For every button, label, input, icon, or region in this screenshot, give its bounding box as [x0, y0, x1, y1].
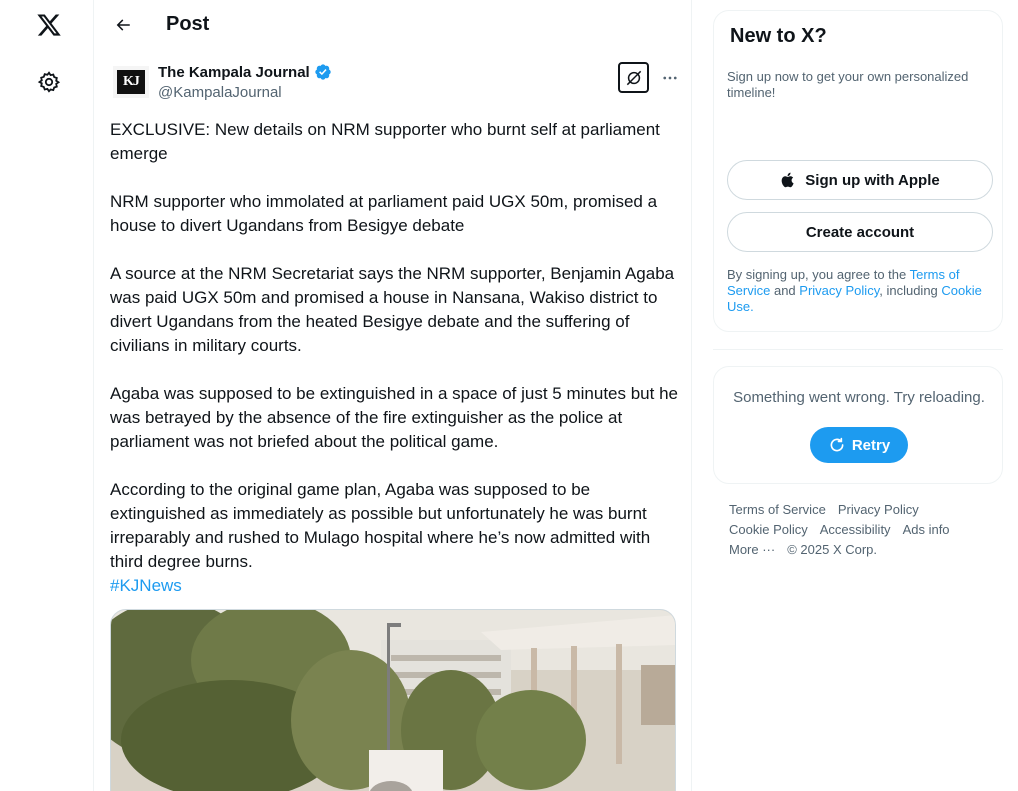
grok-icon [624, 68, 644, 88]
terms-link[interactable]: Terms of Service [727, 267, 960, 298]
cookie-use-link[interactable]: Cookie Use [727, 283, 982, 314]
left-nav-rail [0, 0, 94, 791]
post-image[interactable] [110, 609, 676, 791]
signup-legal-text [727, 267, 997, 315]
refresh-icon [828, 436, 846, 454]
sidebar-divider [713, 349, 1003, 350]
post-author [110, 58, 676, 104]
more-options-button[interactable] [658, 66, 682, 90]
author-handle[interactable]: @KampalaJournal [158, 84, 282, 101]
post-paragraph: EXCLUSIVE: New details on NRM supporter who burnt self at parliament emerge [110, 120, 660, 163]
post-paragraph: According to the original game plan, Agaba was supposed to be extinguished as immediately as possible but unfortunately he was burnt irreparably and rushed to Mulago hospital where he’s now admitted with third degree burns. [110, 480, 651, 571]
signup-apple-label: Sign up with Apple [805, 171, 940, 189]
legal-and: and [770, 283, 800, 298]
legal-period: . [750, 299, 754, 314]
error-message: Something went wrong. Try reloading. [733, 389, 985, 406]
post-paragraph: A source at the NRM Secretariat says the NRM supporter, Benjamin Agaba was paid UGX 50m and promised a house in Nansana, Wakiso district to divert Ugandans from the heated Besigye debate and the suffering of civilians in military courts. [110, 264, 675, 355]
arrow-left-icon [114, 16, 132, 34]
retry-label: Retry [851, 436, 891, 454]
grok-button[interactable] [618, 62, 649, 93]
post-paragraph: Agaba was supposed to be extinguished in a space of just 5 minutes but he was betrayed by the absence of the fire extinguisher as the police at parliament was not briefed about the political game. [110, 384, 678, 451]
more-horizontal-icon [661, 69, 679, 87]
retry-button[interactable] [810, 427, 908, 463]
signup-subtitle: Sign up now to get your own personalized timeline! [727, 69, 969, 100]
create-account-label: Create account [805, 223, 915, 241]
footer-copyright: © 2025 X Corp. [787, 542, 878, 557]
page-title: Post [166, 13, 210, 35]
signup-title: New to X? [730, 25, 827, 47]
post-column [94, 0, 692, 791]
error-card [713, 366, 1003, 484]
post-photo [111, 610, 676, 791]
author-name[interactable]: The Kampala Journal [158, 63, 310, 81]
privacy-link[interactable]: Privacy Policy [799, 283, 880, 298]
footer-accessibility-link[interactable]: Accessibility [819, 522, 891, 537]
footer-cookie-link[interactable]: Cookie Policy [729, 522, 808, 537]
signup-apple-button[interactable] [727, 160, 993, 200]
gear-icon[interactable] [34, 67, 64, 97]
footer-privacy-link[interactable]: Privacy Policy [837, 502, 919, 517]
signup-card [713, 10, 1003, 332]
sidebar-footer [729, 500, 999, 560]
legal-including: , including [879, 283, 942, 298]
post-header [94, 0, 692, 52]
hashtag-link[interactable]: #KJNews [110, 576, 182, 595]
footer-more-button[interactable]: More ··· [729, 542, 776, 557]
x-logo-icon[interactable] [32, 8, 66, 42]
create-account-button[interactable] [727, 212, 993, 252]
footer-ads-link[interactable]: Ads info [902, 522, 950, 537]
apple-icon [780, 171, 797, 189]
footer-terms-link[interactable]: Terms of Service [729, 502, 826, 517]
back-button[interactable] [106, 8, 140, 42]
avatar-monogram: KJ [117, 70, 145, 94]
verified-badge-icon[interactable] [314, 63, 332, 81]
legal-prefix: By signing up, you agree to the [727, 267, 910, 282]
avatar[interactable] [113, 66, 149, 98]
post-paragraph: NRM supporter who immolated at parliament paid UGX 50m, promised a house to divert Ugandans from Besigye debate [110, 192, 658, 235]
post-body [110, 118, 682, 598]
author-name-row [158, 63, 332, 81]
